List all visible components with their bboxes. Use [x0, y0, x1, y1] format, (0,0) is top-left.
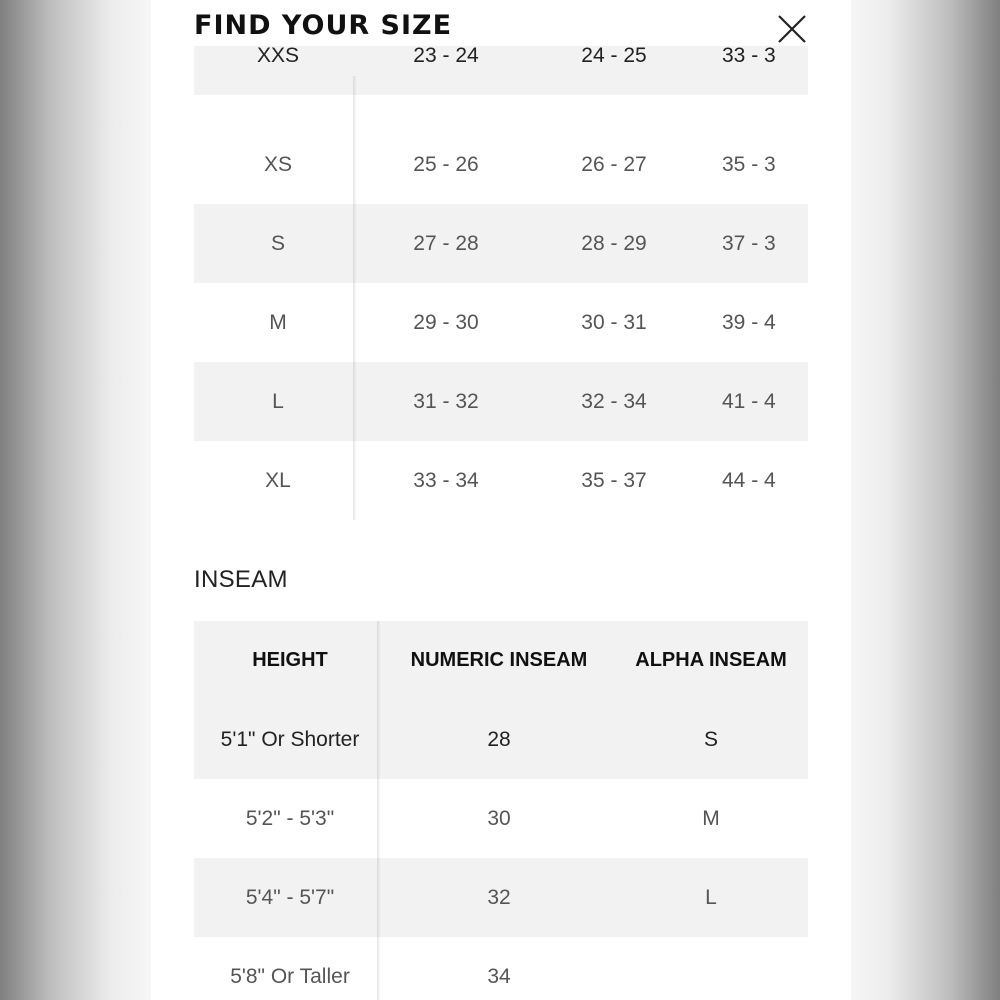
- waist-cell: 37 - 3: [722, 232, 776, 255]
- height-cell: 5'1" Or Shorter: [220, 728, 360, 751]
- column-header-height: HEIGHT: [252, 649, 328, 671]
- alpha-inseam-cell: M: [702, 807, 720, 830]
- table-header-row: [194, 621, 808, 700]
- sticky-column-divider: [353, 76, 356, 520]
- waist-cell: 28 - 29: [581, 232, 647, 255]
- waist-cell: 29 - 30: [413, 311, 479, 334]
- table-row: [194, 46, 808, 95]
- sticky-column-divider: [377, 621, 380, 1000]
- waist-cell: 33 - 3: [722, 46, 776, 67]
- waist-cell: 33 - 34: [413, 469, 479, 492]
- inseam-table: [194, 621, 808, 1000]
- table-row: [194, 204, 808, 283]
- size-cell: M: [269, 311, 287, 334]
- waist-cell: 25 - 26: [413, 153, 479, 176]
- waist-cell: 32 - 34: [581, 390, 647, 413]
- height-cell: 5'4" - 5'7": [245, 886, 335, 909]
- height-cell: 5'2" - 5'3": [245, 807, 335, 830]
- waist-cell: 41 - 4: [722, 390, 776, 413]
- waist-cell: 31 - 32: [413, 390, 479, 413]
- size-cell: XL: [265, 469, 291, 492]
- close-icon: [777, 14, 807, 44]
- numeric-inseam-cell: 34: [487, 965, 511, 988]
- table-row: [194, 937, 808, 1000]
- alpha-inseam-cell: S: [703, 728, 718, 751]
- table-row: [194, 700, 808, 779]
- alpha-inseam-cell: L: [705, 886, 717, 909]
- size-cell: XXS: [256, 46, 300, 67]
- size-cell: L: [272, 390, 284, 413]
- height-cell: 5'8" Or Taller: [230, 965, 350, 988]
- waist-cell: 26 - 27: [581, 153, 647, 176]
- waist-cell: 35 - 37: [581, 469, 647, 492]
- close-button[interactable]: [777, 14, 807, 44]
- alpha-inseam-cell: [614, 937, 808, 1000]
- waist-cell: 27 - 28: [413, 232, 479, 255]
- table-row: [194, 362, 808, 441]
- size-cell: S: [270, 232, 285, 255]
- numeric-inseam-cell: 30: [487, 807, 511, 830]
- waist-cell: 44 - 4: [722, 469, 776, 492]
- table-row: [194, 441, 808, 520]
- column-header-numeric-inseam: NUMERIC INSEAM: [410, 649, 588, 671]
- numeric-inseam-cell: 32: [487, 886, 511, 909]
- modal-title: FIND YOUR SIZE: [194, 10, 453, 41]
- table-row: [194, 858, 808, 937]
- waist-size-table[interactable]: [194, 46, 808, 520]
- column-header-alpha-inseam: ALPHA INSEAM: [635, 649, 787, 671]
- inseam-section-title: INSEAM: [194, 566, 288, 593]
- table-row: [194, 283, 808, 362]
- table-row: [194, 779, 808, 858]
- table-row: [194, 125, 808, 204]
- waist-cell: 39 - 4: [722, 311, 776, 334]
- size-cell: XS: [263, 153, 292, 176]
- waist-cell: 24 - 25: [581, 46, 647, 67]
- waist-cell: 30 - 31: [581, 311, 647, 334]
- numeric-inseam-cell: 28: [487, 728, 511, 751]
- waist-cell: 23 - 24: [413, 46, 479, 67]
- size-guide-modal: [151, 0, 851, 1000]
- waist-cell: 35 - 3: [722, 153, 776, 176]
